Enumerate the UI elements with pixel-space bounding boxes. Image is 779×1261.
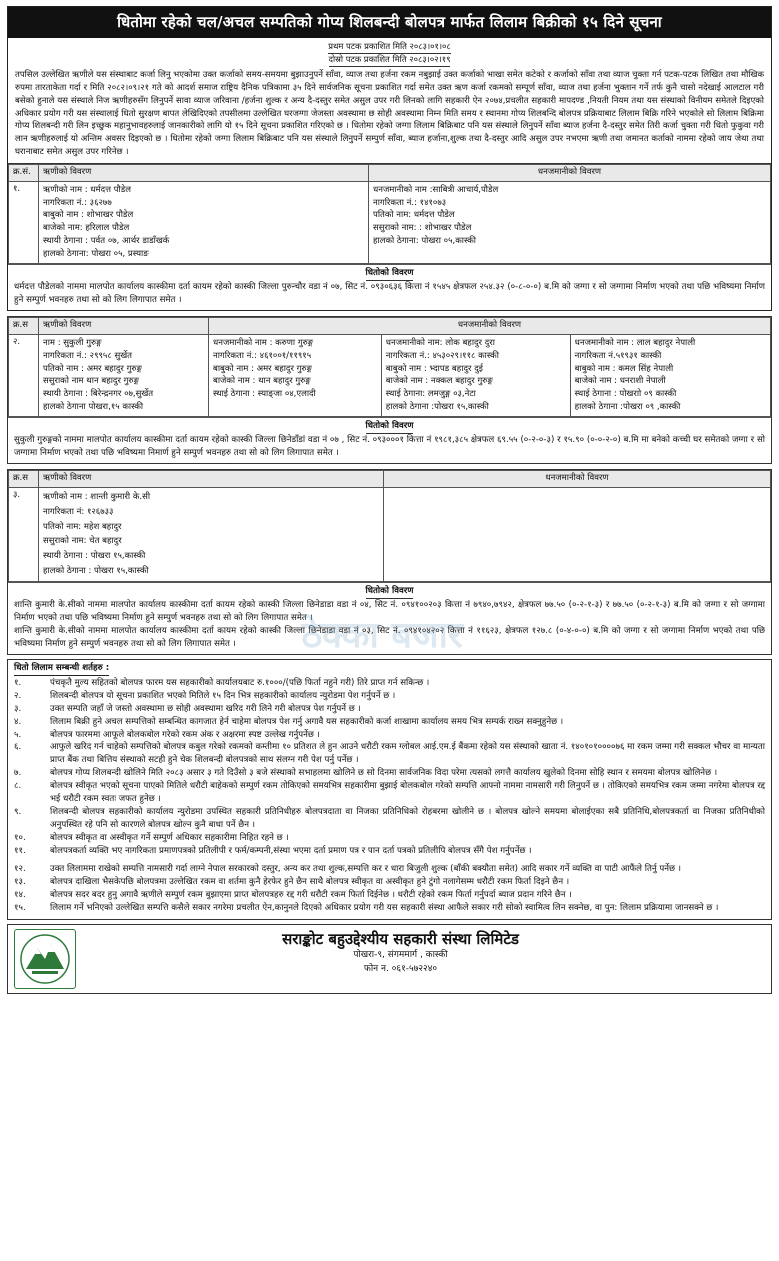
guarantor-line: बाबुको नाम : अमर बहादुर गुरुङ्ग — [213, 363, 312, 374]
term-number: ११. — [14, 845, 26, 856]
cooperative-logo — [14, 929, 76, 989]
term-number: १५. — [14, 903, 26, 914]
term-number: ८. — [14, 781, 22, 792]
term-number: ३. — [14, 703, 22, 714]
guarantor-details — [369, 181, 771, 263]
borrower-section-3 — [7, 469, 772, 655]
property-heading: धितोको विवरण — [366, 585, 414, 599]
intro-paragraph: तपसिल उल्लेखित ऋणीले यस संस्थाबाट कर्जा लिनु भएकोमा उक्त कर्जाको समय-समयमा बुझाउनुपर्ने साँवा, व्याज तथा हर्जना रकम नबुझाई उक्त कर्जाको भाखा समेत कटेको र कर्जाको साँवा तथा व्याज चुक्ता गर्न पटक-पटक लिखित तथा मौखिक रुपमा तारताकेता गर्दा र मिति २०८२।०९।२१ गते को आदर्श समाज राष्ट्रिय दैनिक पत्रिकामा ३५ दिने सार्वजनिक सूचना प्रकाशित गर्दा समेत उक्त ऋण कर्जा रकमको सम्पूर्ण साँवा, व्याज तथा हर्जना भुक्तान गर्ने तर्फ कुनै चासो नदेखाई आलटाल गरी बसेको हुनाले यस संस्थाले निज ऋणीहरुसँग लिनुपर्ने सावा व्याज जरिवाना /हर्जना शुल्क र अन्य दै-दस्तुर समेत असुल उपर गरी लिनको लागि सहकारी ऐन २०७४,प्रचलीत सहकारी मापदण्ड ,नियती नियम तथा यस संस्थाको विनीयम समेतले दिइएको अधिकार प्रयोग गरी यस संस्थालाई धितो सुरक्षण बापत लेखिदिएको तपसीलमा उल्लेखित घरजग्गा जेजस्ता अवस्थामा छ सोही अवस्थामा निम्न मिति समय र स्थानमा गोप्य शिलबन्दि बोलपत्र प्रक्रियाबाट लिलाम बिक्रि गरिने भएकोले सो लिलाम बिक्रिमा गोप्य शिलबन्दी गरी लिन इच्छुक महानुभावहरुलाई जानकारीको लागि यो १५ दिने सूचना प्रकाशित गरिएको छ । धितोमा रहेको जग्गा लिलाम बिक्रिबाट पनि यस संस्थाले लिनुपर्ने साँवा ब्याज हर्जना दै-दस्तुर समेत तिरी कर्जा चुक्ता गरी धितो फुकुवा गरी लान ऋणीहरुलाई यो अन्तिम अवसर दिइएको छ । धितोमा रहेको जग्गा लिलाम बिक्रिबाट पनि यस संस्थाले लिनुपर्ने सम्पुर्ण साँवा, ब्याज हर्जाना,शुल्क तथा दै-दस्तुर आदि असुल उपर नभएमा ऋणी तथा जमानत कर्ताको नाममा रहेको जाय जेथा तथा घरानाबाट समेत असुल उपर गरिनेछ । — [15, 69, 764, 158]
borrower-line: ससुराको नाम थान बहादुर गुरुङ्ग — [43, 376, 139, 387]
term-item — [14, 832, 765, 845]
term-text: लिलाम बिक्री हुने अचल सम्पत्तिको सम्बन्धित कागजात हेर्न चाहेमा बोलपत्र पेश गर्नु अगावै यस सहकारीको कर्जा शाखामा कार्यालय समय भित्र सम्पर्क राख्न सक्नुहुनेछ । — [50, 716, 564, 727]
term-number: ७. — [14, 768, 22, 779]
guarantor-line: स्थाई ठेगाना : स्याङ्जा ०४,एलादी — [213, 389, 316, 400]
header-guarantor: धनजमानीको विवरण — [369, 165, 771, 181]
borrower-line: पतिको नाम : अमर बहादुर गुरुङ्ग — [43, 363, 142, 374]
term-text: पंचकृतै मुल्य सहितको बोलपत्र फारम यस सहकारीको कार्यालयबाट रु.१०००/(पछि फिर्ता नहुने गरी) तिरे प्राप्त गर्न सकिन्छ । — [50, 677, 430, 688]
property-text: शान्ति कुमारी के.सीको नाममा मालपोत कार्यालय कास्कीमा दर्ता कायम रहेको कास्की जिल्ला छिनेडाडा वडा नं ०३, सिट नं. ०९४१०४२०२ कित्ता नं ११६२३, क्षेत्रफल १२७.८ (०-४-०-०) ब.मि को जग्गा र सो जग्गामा निर्माण भएको तथा पछि भविष्यमा निर्माण हुने सम्पुर्ण भवनहरु तथा सो को लिग लिगापात समेत । — [14, 626, 765, 650]
borrower-line: नागरिकता नं.: ३६२७७ — [43, 197, 112, 208]
borrower-details — [39, 334, 209, 416]
organization-phone: फोन न. ०६१-५७२२४० — [363, 964, 438, 975]
term-text: बोलपत्र सदर बदर हुनु अगावै ऋणीले सम्पुर्ण रकम बुझाएमा प्राप्त बोलपत्रहरु रद्द गरी धरौटी रकम फिर्ता दिईनेछ । धरौटी रहेको रकम फिर्ता गर्नुपर्दा ब्याज प्रदान गरिने छैन । — [50, 890, 572, 901]
header-borrower: ऋणीको विवरण — [39, 471, 384, 487]
term-item — [14, 780, 765, 806]
term-text: लिलाम गर्ने भनिएको उल्लेखित सम्पत्ति कसैले सकार नगरेमा प्रचलीत ऐन,कानुनले दिएको अधिकार प्रयोग गरी यस सहकारी संस्था आफैले सकार गरी सोको स्वामित्व लिन सक्नेछ, वा पुन: लिलाम प्रक्रियामा जानसक्ने छ । — [50, 903, 719, 914]
borrower-line: ऋणीको नाम : शान्ती कुमारी के.सी — [43, 491, 151, 502]
property-details-1 — [8, 264, 771, 310]
property-text: धर्मदत्त पौडेलको नाममा मालपोत कार्यालय कास्कीमा दर्ता कायम रहेको कास्की जिल्ला पुरुन्चौर वडा नं ०७, सिट नं. ०९३०६३६ कित्ता नं १५४५ क्षेत्रफल २५४.३२ (०-८-०-०) ब.मि को जग्गा र सो जग्गामा निर्माण भएको तथा पछि भविष्यमा निर्माण हुने सम्पुर्ण भवनहरु तथा सो को लिग लिगापात समेत । — [14, 282, 765, 306]
row-sn: ३. — [9, 487, 39, 581]
organization-footer — [7, 924, 772, 994]
guarantor-line: हालको ठेगाना: पोखरा ०५,कास्की — [373, 236, 476, 247]
publication-dates — [8, 41, 771, 67]
term-item — [14, 716, 765, 729]
notice-header-frame — [7, 6, 772, 311]
term-number: १३. — [14, 877, 26, 888]
table-row — [9, 334, 771, 416]
guarantor-line: नागरिकता नं.: ४६१००१/११९१५ — [213, 350, 312, 361]
term-item — [14, 729, 765, 742]
term-item — [14, 863, 765, 876]
term-text: उक्त सम्पति जहाँ जे जस्तो अवस्थामा छ सोही अवस्थामा खरिद गरी लिने गरी बोलपत्र पेश गर्नुपर्ने छ । — [50, 703, 361, 714]
borrower-table-3 — [8, 470, 771, 582]
borrower-line: हालको ठेगाना पोखरा,१५ कास्की — [43, 402, 144, 413]
term-item — [14, 767, 765, 780]
term-text: उक्त लिलाममा राखेको सम्पत्ति नामसारी गर्दा लाग्ने नेपाल सरकारको दस्तुर, अन्य कर तथा शुल्क,सम्पत्ति कर र धारा बिजुली शुल्क (बाँकी बक्यौता समेत) आदि सकार गर्ने व्यक्ति वा पाटी आफैंले तिर्नु पर्नेछ । — [50, 864, 682, 875]
table-header-row — [9, 471, 771, 487]
term-text: बोलपत्र दाखिला भैसकेपछि बोलपत्रमा उल्लेखित रकम वा शर्तमा कुनै हेरफेर हुने छैन साथै बोलपत्र स्वीकृत वा अस्वीकृत हुने टुंगो नलागेसम्म धरौटी रकम फिर्ता दिइने छैन । — [50, 877, 570, 888]
guarantor-line: बाबुको नाम : भ्दापड बहादुर दुई — [385, 363, 483, 374]
borrower-section-1 — [8, 163, 771, 310]
term-text: आफुले खरिद गर्न चाहेको सम्पत्तिको बोलपत्र कबुल गरेको रकमको कम्तीमा १० प्रतिशत ले हुन आउने धरौटी रकम ग्लोबल आई.एम.ई बैंकमा रहेको यस संस्थाको खाता नं. १४०१०१००००७६ मा रकम जम्मा गरी सक्कल भौचर वा मान्यता प्राप्त बैंक तथा बित्तिय संस्थाको सटही हुने चेक शिलबन्दी बोलपत्रको साथ संलग्न गरी पेश पर्नु पर्नेछ । — [50, 742, 765, 766]
header-guarantor: धनजमानीको विवरण — [384, 471, 771, 487]
borrower-table-1 — [8, 164, 771, 264]
term-item — [14, 690, 765, 703]
borrower-details — [39, 487, 384, 581]
guarantor-line: नागरिकता नं.: ४५३०२९।११८ कास्की — [385, 350, 499, 361]
guarantor-line: हालको ठेगाना :पोखरा ०९ ,कास्की — [574, 402, 681, 413]
term-text: बोलपत्रकर्ता व्यक्ति भए नागरिकता प्रमाणपत्रको प्रतिलीपी र फर्म/कम्पनी,संस्था भएमा दर्ता प्रमाण पत्र र पान दर्ता पत्रको प्रतिलीपि बोलपत्र सँगै पेश गर्नुपर्नेछ । — [50, 845, 532, 856]
borrower-details — [39, 181, 369, 263]
guarantor-line: हालको ठेगाना :पोखरा १५,कास्की — [385, 402, 489, 413]
property-text: शान्ति कुमारी के.सीको नाममा मालपोत कार्यालय कास्कीमा दर्ता कायम रहेको कास्की जिल्ला छिनेडाडा वडा नं ०४, सिट नं. ०९४१००२०३ कित्ता नं ७९४०,७९४२, क्षेत्रफल ७७.५० (०-२-१-३) र ७७.५० (०-२-१-३) ब.मि को जग्गा र सो जग्गामा निर्माण भएको तथा पछि भविष्यमा निर्माण हुने सम्पुर्ण भवनहरु तथा सो को लिग लिगापात समेत । — [14, 600, 765, 624]
borrower-line: स्थायी ठेगाना : पोखरा १५,कास्की — [43, 551, 146, 562]
mountain-logo-icon — [18, 933, 72, 985]
table-row — [9, 181, 771, 263]
terms-list — [14, 677, 765, 915]
property-details-2 — [8, 417, 771, 463]
guarantor-line: धनजमानीको नाम : करुणा गुरुङ्ग — [213, 337, 314, 348]
publication-first: प्रथम पटक प्रकाशित मिति २०८३।०१।०८ — [328, 41, 451, 54]
guarantor-line: धनजमानीको नाम :साबित्री आचार्य,पौडेल — [373, 184, 499, 195]
guarantor-details-empty — [384, 487, 771, 581]
borrower-line: पतिको नाम: महेश बहादुर — [43, 521, 122, 532]
guarantor-line: बाजेको नाम : धनराशी नेपाली — [574, 376, 666, 387]
organization-address: पोखरा-९, संगममार्ग , कास्की — [353, 950, 448, 961]
header-sn: क्र.स — [9, 318, 39, 334]
publication-second: दोस्रो पटक प्रकाशित मिति २०८३।०२।१९ — [329, 54, 451, 67]
property-heading: धितोको विवरण — [366, 267, 414, 281]
term-item — [14, 876, 765, 889]
guarantor-2-details — [381, 334, 570, 416]
borrower-line: नाम : सुकुली गुरुङ्ग — [43, 337, 102, 348]
term-text: शिलबन्दी बोलपत्र यो सूचना प्रकाशित भएको मितिले १५ दिन भित्र सहकारीको कार्यालय न्युरोडमा पेश गर्नुपर्ने छ । — [50, 690, 396, 701]
term-number: ९. — [14, 806, 22, 817]
term-number: ५. — [14, 729, 22, 740]
term-number: १२. — [14, 864, 26, 875]
borrower-line: स्थायी ठेगाना : बिरेन्द्रनगर ०७,सुर्खेत — [43, 389, 154, 400]
table-header-row — [9, 318, 771, 334]
term-text: बोलपत्र फारममा आफूले बोलकबोल गरेको रकम अंक र अक्षरमा स्पष्ट उल्लेख गर्नुपर्नेछ । — [50, 729, 320, 740]
term-number: २. — [14, 690, 22, 701]
guarantor-line: बाजेको नाम : नक्कल बहादुर गुरुङ्ग — [385, 376, 493, 387]
guarantor-line: धनजमानीको नाम: लोक बहादुर दुरा — [385, 337, 495, 348]
row-sn: १. — [9, 181, 39, 263]
term-item — [14, 902, 765, 915]
guarantor-line: नागरिकता नं.: १४१०७३ — [373, 197, 447, 208]
row-sn: २. — [9, 334, 39, 416]
auction-terms — [7, 659, 772, 920]
term-number: ४. — [14, 716, 22, 727]
organization-info — [36, 929, 765, 977]
guarantor-line: स्थाई ठेगाना : पोखराो ०९ कास्की — [574, 389, 677, 400]
guarantor-1-details — [209, 334, 382, 416]
guarantor-line: पतिको नाम: धर्मदत्त पौडेल — [373, 210, 455, 221]
term-item — [14, 703, 765, 716]
organization-name: सराङ्कोट बहुउद्देश्यीय सहकारी संस्था लिमिटेड — [282, 929, 519, 948]
guarantor-line: स्थाई ठेगाना: लमजुङ्ग ०३,नेटा — [385, 389, 476, 400]
header-borrower: ऋणीको विवरण — [39, 318, 209, 334]
borrower-table-2 — [8, 317, 771, 417]
borrower-line: बाबुको नाम : शोभाखर पौडेल — [43, 210, 134, 221]
term-item — [14, 806, 765, 832]
term-number: ६. — [14, 742, 22, 753]
header-sn: क्र.स — [9, 471, 39, 487]
borrower-line: नागरिकता नं.: २९९५८ सुर्खेत — [43, 350, 132, 361]
borrower-section-2 — [7, 316, 772, 464]
term-number: १०. — [14, 832, 26, 843]
guarantor-line: धनजमानीको नाम : लाल बहादुर नेपाली — [574, 337, 696, 348]
guarantor-3-details — [570, 334, 770, 416]
term-number: १४. — [14, 890, 26, 901]
borrower-line: हालको ठेगाना : पोखरा १५,कास्की — [43, 566, 149, 577]
notice-title: धितोमा रहेको चल/अचल सम्पतिको गोप्य शिलबन्दी बोलपत्र मार्फत लिलाम बिक्रीको १५ दिने सूचना — [8, 7, 771, 38]
table-row — [9, 487, 771, 581]
guarantor-line: नागरिकता नं.५१९३१ कास्की — [574, 350, 662, 361]
term-item — [14, 677, 765, 690]
property-details-3 — [8, 582, 771, 654]
table-header-row — [9, 165, 771, 181]
term-item — [14, 741, 765, 767]
term-item — [14, 889, 765, 902]
borrower-line: ऋणीको नाम : धर्मदत्त पौडेल — [43, 184, 132, 195]
term-item — [14, 845, 765, 858]
borrower-line: बाजेको नाम: हरिलाल पौडेल — [43, 223, 130, 234]
header-guarantor: धनजमानीको विवरण — [209, 318, 771, 334]
term-text: शिलबन्दी बोलपत्र सहकारीको कार्यालय न्युरोडमा उपस्थित सहकारी प्रतिनिधीहरु बोलपत्रदाता वा निजका प्रतिनिधिको रोहबरमा खोलीने छ । बोलपत्र खोल्ने समयमा बोलाईएका सबै प्रतिनिधि,बोलपत्रकर्ता वा निजका प्रतिनिधीको अनुपस्थित रहे पनि सो कारणले बोलपत्र खोल्न कुनै बाधा पर्ने छैन । — [50, 806, 765, 830]
term-text: बोलपत्र स्वीकृत वा अस्वीकृत गर्ने सम्पुर्ण अधिकार सहकारीमा निहित रहने छ । — [50, 832, 289, 843]
header-borrower: ऋणीको विवरण — [39, 165, 369, 181]
borrower-line: ससुराको नाम: चेत बहादुर — [43, 536, 122, 547]
property-text: सुकुली गुरुङ्गको नाममा मालपोत कार्यालय कास्कीमा दर्ता कायम रहेको कास्की जिल्ला छिनेडाँडां वडा नं ०७ , सिट नं. ०९३०००१ कित्ता नं १९८१,३८५ क्षेत्रफल ६९.५५ (०-२-०-३) र १५.९० (०-०-२-०) ब.मि मा बनेको कच्ची घर समेतको जग्गा र सो जग्गामा निर्माण भएको तथा पछि भविष्यमा निमार्ण हुने सम्पुर्ण भवनहरु तथा सो को लिग लिगापात समेत । — [14, 435, 765, 459]
guarantor-line: ससुराको नाम: : शोभाखर पौडेल — [373, 223, 472, 234]
borrower-line: नागरिकता नं: १२६७३३ — [43, 506, 114, 517]
term-number: १. — [14, 677, 22, 688]
term-text: बोलपत्र स्वीकृत भएको सूचना पाएको मितिले धरौटी बाहेकको सम्पुर्ण रकम तोकिएको समयभित्र सहकारीमा बुझाई बोलकबोल गरेको सम्पत्ति आफ्नो नाममा नामसारी गरी लिनुपर्ने छ । तोकिएको समयभित्र रकम जम्मा नगरेमा बोलपत्र रद्द भई धरौटी रकम स्वतः जफत हुनेछ । — [50, 781, 765, 804]
property-heading: धितोको विवरण — [366, 420, 414, 434]
terms-heading: धितो लिलाम सम्बन्धी शर्तहरु : — [14, 663, 109, 676]
guarantor-line: बाजेको नाम : थान बहादुर गुरुङ्ग — [213, 376, 311, 387]
header-sn: क्र.सं. — [9, 165, 39, 181]
guarantor-line: बाबुको नाम : कमल सिंह नेपाली — [574, 363, 674, 374]
borrower-line: हालको ठेगाना: पोखरा ०५, प्रस्याङ — [43, 249, 149, 260]
borrower-line: स्थायी ठेगाना : पर्वत ०७, आर्थर डाडाँखर्क — [43, 236, 170, 247]
watermark-text: ठेक्का बजार — [301, 615, 463, 656]
term-text: बोलपत्र गोप्य शिलबन्दी खोलिने मिति २०८३ असार ३ गते दिउँसो ३ बजे संस्थाको सभाहलमा खोलिने छ सो दिनमा सार्वजनिक विदा परेमा त्यसको लगत्तै कार्यालय खुलेको दिनमा सोहि स्थान र समयमा बोलपत्र खोलिनेछ । — [50, 768, 718, 779]
